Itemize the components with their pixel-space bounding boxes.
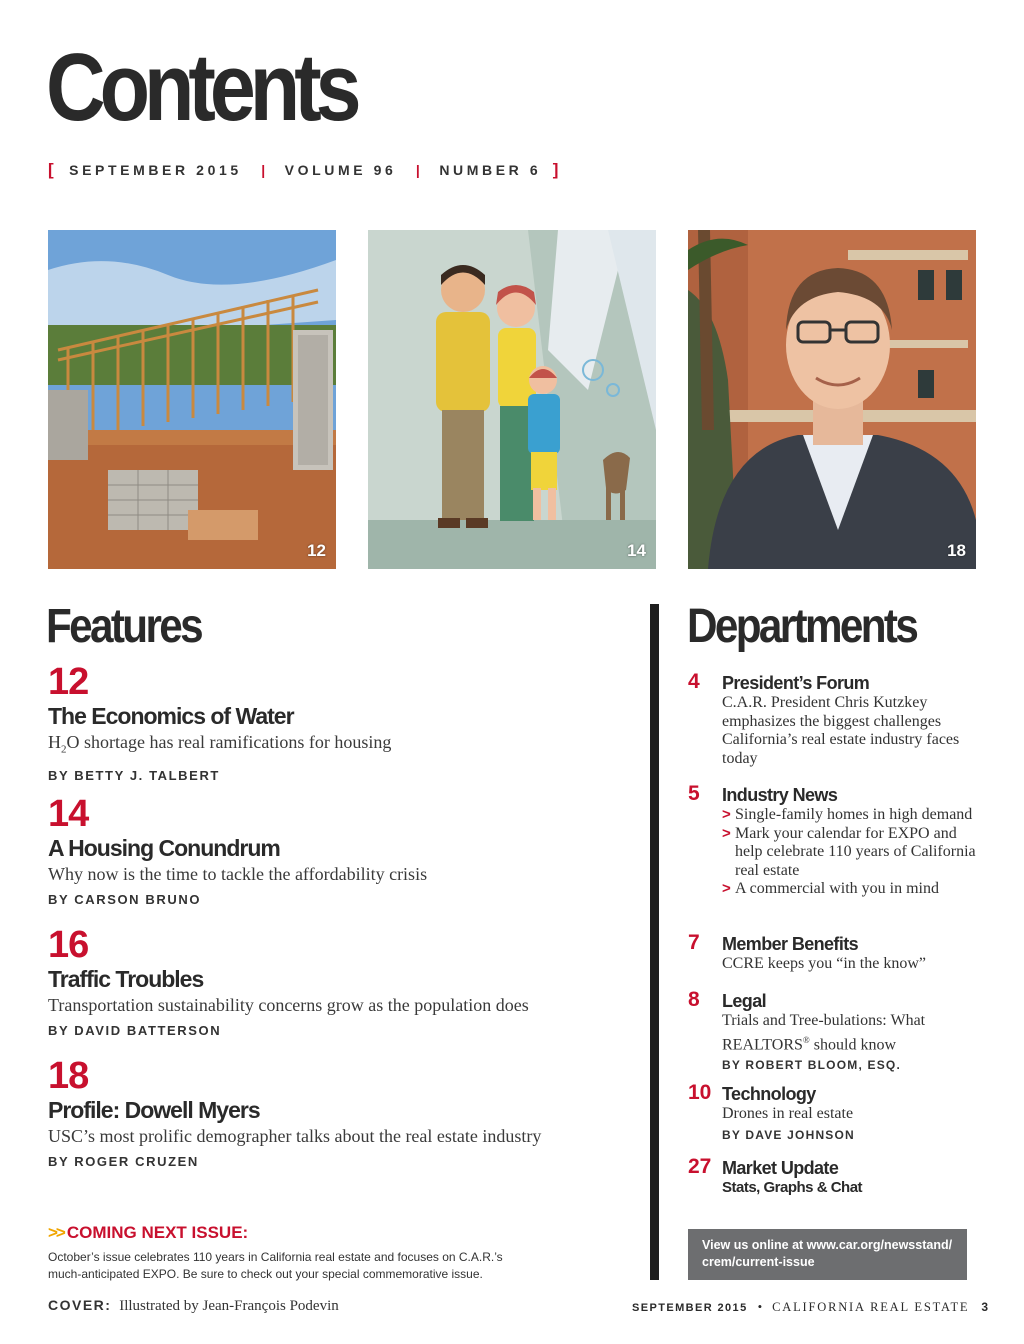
list-item-text: Mark your calendar for EXPO and help celebrate 110 years of California real estate [735,824,976,879]
chevron-right-icon: > [722,824,731,842]
issue-close-bracket: ] [552,160,559,179]
department-description [722,1012,988,1054]
list-item-text: Single-family homes in high demand [735,806,973,823]
department-title[interactable]: Technology [722,1084,816,1104]
feature-description-text: H [48,732,61,752]
cover-text: Illustrated by Jean-François Podevin [119,1298,339,1314]
cover-credit [48,1297,339,1315]
feature-description: Transportation sustainability concerns grow as the population does [48,995,529,1015]
feature-description: USC’s most prolific demographer talks about the real estate industry [48,1126,542,1146]
issue-number: NUMBER 6 [439,162,542,178]
page-footer [632,1298,988,1316]
department-description-text: should know [809,1035,896,1053]
feature-page-number: 14 [48,793,89,835]
footer-date: SEPTEMBER 2015 [632,1302,748,1314]
feature-item[interactable] [48,661,608,783]
department-page-number: 10 [688,1081,712,1104]
department-title[interactable]: Legal [722,991,767,1011]
department-title[interactable]: President’s Forum [722,673,870,693]
department-page-number: 7 [688,931,700,954]
feature-item[interactable] [48,924,608,1038]
department-item[interactable] [688,990,988,1072]
portrait-photo[interactable] [688,230,976,569]
photo-page-number: 12 [307,541,326,560]
view-online-line: View us online at www.car.org/newsstand/ [702,1238,953,1252]
construction-image [48,230,336,569]
view-online-line: crem/current-issue [702,1255,815,1269]
photo-page-number: 18 [947,541,966,560]
footer-bullet: • [757,1299,763,1314]
portrait-image [688,230,976,569]
issue-date: SEPTEMBER 2015 [69,162,242,178]
issue-separator: | [261,162,266,178]
department-description-text: Trials and Tree-bulations: What REALTORS [722,1012,926,1053]
issue-info [48,160,558,180]
department-description: CCRE keeps you “in the know” [722,955,926,972]
department-byline: BY ROBERT BLOOM, ESQ. [722,1058,901,1073]
cover-label: COVER: [48,1297,112,1313]
family-illustration [368,230,656,569]
photo-page-number: 14 [627,541,646,560]
feature-description-subscript: 2 [61,743,67,756]
feature-page-number: 12 [48,661,89,703]
feature-title[interactable]: The Economics of Water [48,703,294,729]
double-chevron-icon: >> [48,1223,64,1242]
feature-description: Why now is the time to tackle the affordability crisis [48,864,428,884]
feature-description [48,730,608,762]
list-item [722,880,988,899]
department-description: Stats, Graphs & Chat [722,1179,863,1196]
department-item[interactable] [688,933,988,974]
feature-title[interactable]: A Housing Conundrum [48,835,280,861]
feature-item[interactable] [48,793,608,907]
footer-page-number: 3 [981,1300,989,1314]
feature-page-number: 16 [48,924,89,966]
features-heading: Features [46,600,201,653]
department-byline: BY DAVE JOHNSON [722,1127,855,1142]
issue-volume: VOLUME 96 [284,162,397,178]
feature-item[interactable] [48,1055,608,1169]
issue-open-bracket: [ [48,160,54,179]
department-title[interactable]: Market Update [722,1158,839,1178]
department-title[interactable]: Member Benefits [722,934,859,954]
list-item [722,806,988,825]
list-item-text: A commercial with you in mind [735,880,939,897]
feature-page-number: 18 [48,1055,89,1097]
feature-byline: BY DAVID BATTERSON [48,1023,222,1038]
department-title[interactable]: Industry News [722,785,838,805]
page-title: Contents [46,34,356,141]
coming-next-text: October’s issue celebrates 110 years in California real estate and focuses on C.A.R.’s much-anticipated EXPO. Be sure to check out your special commemorative issue. [48,1250,503,1281]
column-divider [650,604,659,1280]
registered-mark: ® [802,1034,810,1045]
department-description: Drones in real estate [722,1105,854,1122]
feature-byline: BY BETTY J. TALBERT [48,767,220,783]
department-bullet-list [722,806,988,899]
department-page-number: 8 [688,988,700,1011]
feature-byline: BY ROGER CRUZEN [48,1154,199,1169]
department-item[interactable] [688,784,988,899]
department-description: C.A.R. President Chris Kutzkey emphasizes the biggest challenges California’s real estate industry faces today [722,694,960,767]
department-item[interactable] [688,672,988,768]
feature-byline: BY CARSON BRUNO [48,892,202,907]
departments-heading: Departments [687,600,917,653]
issue-separator: | [415,162,420,178]
department-page-number: 27 [688,1155,712,1178]
department-item[interactable] [688,1157,988,1198]
list-item [722,825,988,881]
coming-next-issue [48,1222,518,1283]
department-page-number: 4 [688,670,700,693]
chevron-right-icon: > [722,806,731,823]
feature-title[interactable]: Profile: Dowell Myers [48,1097,260,1123]
department-item[interactable] [688,1083,988,1142]
coming-next-label: COMING NEXT ISSUE: [66,1223,249,1242]
coming-next-heading [48,1222,518,1244]
footer-magazine-name: CALIFORNIA REAL ESTATE [772,1300,970,1314]
feature-title[interactable]: Traffic Troubles [48,966,204,992]
view-online-link[interactable] [688,1229,967,1280]
feature-description-text: O shortage has real ramifications for housing [66,732,392,752]
construction-photo[interactable] [48,230,336,569]
illustration-photo[interactable] [368,230,656,569]
chevron-right-icon: > [722,880,731,897]
department-page-number: 5 [688,782,700,805]
